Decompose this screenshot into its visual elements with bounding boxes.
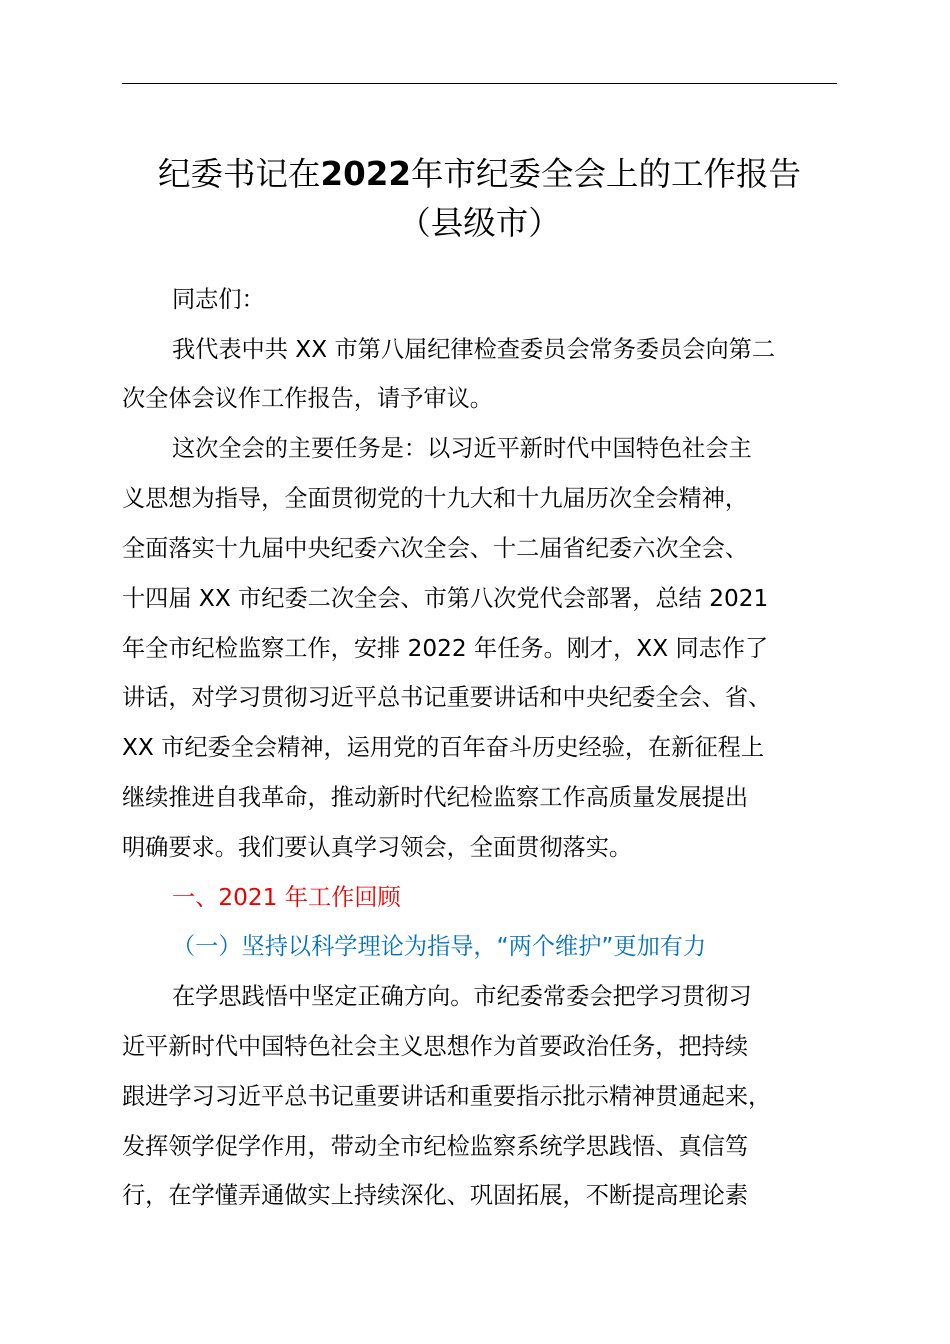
paragraph-line: 年全市纪检监察工作，安排 2022 年任务。刚才，XX 同志作了 (122, 635, 769, 662)
paragraph-line: 在学思践悟中坚定正确方向。市纪委常委会把学习贯彻习 (172, 983, 752, 1010)
section-heading: 一、2021 年工作回顾 (172, 884, 401, 911)
title-year: 2022 (320, 155, 411, 193)
paragraph-line: XX 市纪委全会精神，运用党的百年奋斗历史经验，在新征程上 (122, 734, 765, 761)
greeting: 同志们： (172, 286, 265, 313)
paragraph-line: 我代表中共 XX 市第八届纪律检查委员会常务委员会向第二 (172, 336, 776, 363)
paragraph-line: 全面落实十九届中央纪委六次全会、十二届省纪委六次全会、 (122, 535, 749, 562)
paragraph-line: 讲话，对学习贯彻习近平总书记重要讲话和中央纪委全会、省、 (122, 684, 772, 711)
paragraph-line: 发挥领学促学作用，带动全市纪检监察系统学思践悟、真信笃 (122, 1133, 749, 1160)
paragraph-line: 义思想为指导，全面贯彻党的十九大和十九届历次全会精神， (122, 485, 749, 512)
paragraph-line: 这次全会的主要任务是：以习近平新时代中国特色社会主 (172, 435, 752, 462)
page-subtitle: （县级市） (398, 204, 561, 242)
subsection-heading: （一）坚持以科学理论为指导，“两个维护”更加有力 (172, 933, 707, 960)
paragraph-line: 跟进学习习近平总书记重要讲话和重要指示批示精神贯通起来， (122, 1083, 772, 1110)
paragraph-line: 次全体会议作工作报告，请予审议。 (122, 385, 493, 412)
paragraph-line: 十四届 XX 市纪委二次全会、市第八次党代会部署，总结 2021 (122, 585, 769, 612)
paragraph-line: 行，在学懂弄通做实上持续深化、巩固拓展，不断提高理论素 (122, 1182, 749, 1209)
header-rule (122, 83, 837, 84)
page-title: 纪委书记在2022年市纪委全会上的工作报告 (158, 155, 801, 193)
paragraph-line: 近平新时代中国特色社会主义思想作为首要政治任务，把持续 (122, 1033, 749, 1060)
paragraph-line: 明确要求。我们要认真学习领会，全面贯彻落实。 (122, 834, 633, 861)
paragraph-line: 继续推进自我革命，推动新时代纪检监察工作高质量发展提出 (122, 784, 749, 811)
